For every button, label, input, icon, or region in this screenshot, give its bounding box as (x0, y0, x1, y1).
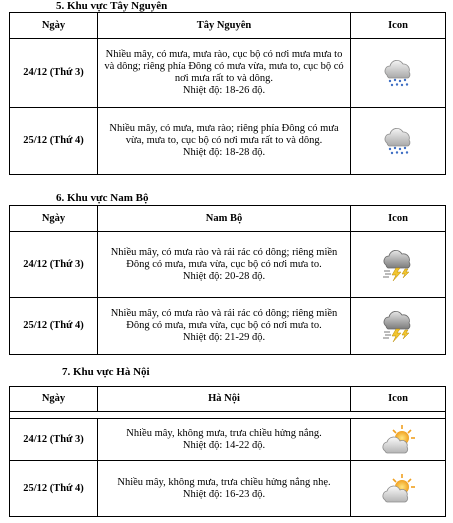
forecast-text: Nhiều mây, không mưa, trưa chiều hửng nắng. (126, 427, 322, 439)
table-row (10, 419, 446, 461)
icon-header: Icon (351, 387, 446, 412)
thunderstorm-icon (380, 309, 416, 343)
forecast-table-ha-noi (9, 386, 446, 517)
rain-cloud-icon (381, 126, 415, 156)
region-header: Hà Nội (98, 387, 351, 412)
forecast-text: Nhiều mây, có mưa rào và rải rác có dông; riêng miền Đông có mưa, mưa vừa, cục bộ có nơi mưa to. (110, 308, 338, 331)
forecast-table-nam-bo (9, 205, 446, 355)
rain-cloud-icon (381, 58, 415, 88)
table-header-row (10, 387, 446, 412)
date-cell: 25/12 (Thứ 4) (10, 298, 98, 355)
temperature-text: Nhiệt độ: 18-26 độ. (182, 85, 266, 96)
icon-cell (351, 39, 446, 108)
icon-cell (351, 108, 446, 175)
forecast-cell (98, 419, 351, 461)
date-cell: 24/12 (Thứ 3) (10, 232, 98, 298)
date-cell: 24/12 (Thứ 3) (10, 39, 98, 108)
date-cell: 25/12 (Thứ 4) (10, 461, 98, 517)
section-title-ha-noi: 7. Khu vực Hà Nội (62, 366, 150, 378)
table-row (10, 232, 446, 298)
table-spacer (10, 412, 446, 419)
section-title-tay-nguyen: 5. Khu vực Tây Nguyên (56, 0, 168, 12)
icon-cell (351, 232, 446, 298)
forecast-text: Nhiều mây, có mưa rào và rải rác có dông; riêng miền Đông có mưa, mưa vừa, cục bộ có nơi mưa to. (110, 246, 338, 270)
table-row (10, 461, 446, 517)
table-header-row (10, 206, 446, 232)
forecast-cell (98, 461, 351, 517)
forecast-text: Nhiều mây, không mưa, trưa chiều hửng nắng nhẹ. (117, 476, 331, 488)
table-row (10, 298, 446, 355)
temperature-text: Nhiệt độ: 21-29 độ. (182, 332, 266, 343)
date-header: Ngày (10, 13, 98, 39)
partly-sunny-icon (380, 473, 416, 505)
icon-header: Icon (351, 206, 446, 232)
region-header: Nam Bộ (98, 206, 351, 232)
forecast-cell (98, 108, 351, 175)
icon-cell (351, 298, 446, 355)
temperature-text: Nhiệt độ: 16-23 độ. (182, 488, 266, 500)
date-header: Ngày (10, 206, 98, 232)
spacer-cell (10, 412, 446, 419)
date-cell: 24/12 (Thứ 3) (10, 419, 98, 461)
icon-header: Icon (351, 13, 446, 39)
date-header: Ngày (10, 387, 98, 412)
table-header-row (10, 13, 446, 39)
date-cell: 25/12 (Thứ 4) (10, 108, 98, 175)
forecast-cell (98, 232, 351, 298)
temperature-text: Nhiệt độ: 14-22 độ. (182, 439, 266, 451)
forecast-cell (98, 298, 351, 355)
table-row (10, 39, 446, 108)
temperature-text: Nhiệt độ: 20-28 độ. (182, 270, 266, 282)
thunderstorm-icon (380, 248, 416, 282)
partly-sunny-icon (380, 424, 416, 456)
forecast-text: Nhiều mây, có mưa, mưa rào, cục bộ có nơi mưa mưa to và dông; riêng phía Đông có mưa vừa, mưa to, cục bộ có nơi mưa rất to và dông. (104, 49, 344, 84)
region-header: Tây Nguyên (98, 13, 351, 39)
section-title-nam-bo: 6. Khu vực Nam Bộ (56, 192, 149, 204)
forecast-table-tay-nguyen (9, 12, 446, 175)
forecast-cell (98, 39, 351, 108)
forecast-text: Nhiều mây, có mưa, mưa rào; riêng phía Đông có mưa vừa, mưa to, cục bộ có nơi mưa rất to và dông. (109, 123, 339, 146)
icon-cell (351, 461, 446, 517)
table-row (10, 108, 446, 175)
icon-cell (351, 419, 446, 461)
temperature-text: Nhiệt độ: 18-28 độ. (182, 147, 266, 158)
